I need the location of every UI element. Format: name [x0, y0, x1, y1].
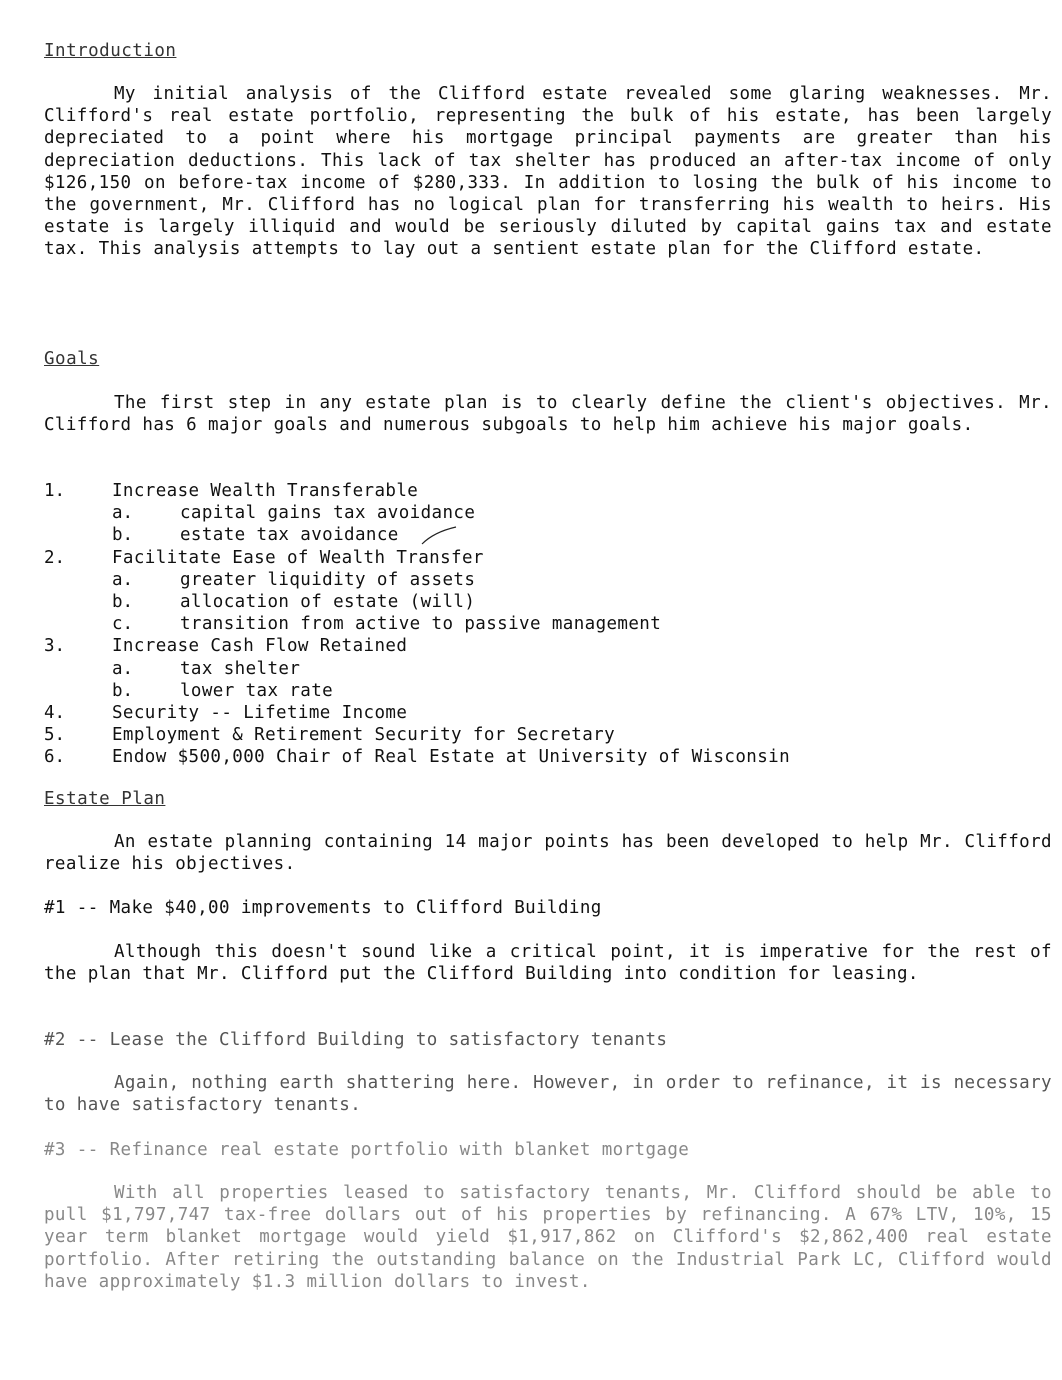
plan-point-2-title: #2 -- Lease the Clifford Building to satisfactory tenants — [44, 1030, 668, 1050]
goals-paragraph — [44, 392, 1052, 436]
estate-plan-text: An estate planning containing 14 major points has been developed to help Mr. Clifford realize his objectives. — [44, 832, 1052, 875]
goals-list — [44, 480, 1052, 768]
plan-point-3-title: #3 -- Refinance real estate portfolio with blanket mortgage — [44, 1140, 690, 1160]
subgoal-item: b. allocation of estate (will) — [112, 591, 476, 612]
plan-point-1-text: Although this doesn't sound like a critical point, it is imperative for the rest of the plan that Mr. Clifford put the Clifford Building into condition for leasing. — [44, 942, 1052, 985]
goal-item: 4. Security -- Lifetime Income — [44, 702, 408, 723]
introduction-text: My initial analysis of the Clifford estate revealed some glaring weaknesses. Mr. Clifford's real estate portfolio, representing the bulk of his estate, has been largely depreciated to a point where his mortgage principal payments are greater than his depreciation deductions. This lack of tax shelter has produced an after-tax income of only $126,150 on before-tax income of $280,333. In addition to losing the bulk of his income to the government, Mr. Clifford has no logical plan for transferring his wealth to heirs. His estate is largely illiquid and would be seriously diluted by capital gains tax and estate tax. This analysis attempts to lay out a sentient estate plan for the Clifford estate. — [44, 84, 1052, 260]
plan-point-2-text: Again, nothing earth shattering here. However, in order to refinance, it is necessary to have satisfactory tenants. — [44, 1073, 1052, 1116]
subgoal-item: a. tax shelter — [112, 658, 301, 679]
subgoal-item: b. lower tax rate — [112, 680, 334, 701]
subgoal-item: b. estate tax avoidance — [44, 524, 1052, 546]
goal-item: 3. Increase Cash Flow Retained — [44, 636, 408, 657]
pen-check-mark — [420, 526, 460, 546]
goal-item: 1. Increase Wealth Transferable — [44, 481, 419, 501]
goal-item: 5. Employment & Retirement Security for Secretary — [44, 725, 616, 746]
goal-item: 2. Facilitate Ease of Wealth Transfer — [44, 547, 484, 568]
plan-point-1-title: #1 -- Make $40,00 improvements to Clifford Building — [44, 898, 602, 918]
plan-point-2-paragraph — [44, 1072, 1052, 1116]
subgoal-item: c. transition from active to passive management — [112, 614, 662, 635]
estate-plan-heading: Estate Plan — [44, 789, 166, 809]
subgoal-item: a. greater liquidity of assets — [112, 569, 476, 590]
introduction-heading: Introduction — [44, 41, 177, 61]
plan-point-3-paragraph — [44, 1182, 1052, 1293]
estate-plan-paragraph — [44, 831, 1052, 875]
goals-text: The first step in any estate plan is to clearly define the client's objectives. Mr. Clifford has 6 major goals and numerous subgoals to help him achieve his major goals. — [44, 393, 1052, 436]
plan-point-1-paragraph — [44, 941, 1052, 985]
goals-heading: Goals — [44, 349, 100, 369]
plan-point-3-text: With all properties leased to satisfactory tenants, Mr. Clifford should be able to pull $1,797,747 tax-free dollars out of his properties by refinancing. A 67% LTV, 10%, 15 year term blanket mortgage would yield $1,917,862 on Clifford's $2,862,400 real estate portfolio. After retiring the outstanding balance on the Industrial Park LC, Clifford would have approximately $1.3 million dollars to invest. — [44, 1183, 1052, 1292]
goal-item: 6. Endow $500,000 Chair of Real Estate at University of Wisconsin — [44, 747, 791, 768]
subgoal-item: a. capital gains tax avoidance — [112, 503, 476, 524]
introduction-paragraph — [44, 83, 1052, 261]
